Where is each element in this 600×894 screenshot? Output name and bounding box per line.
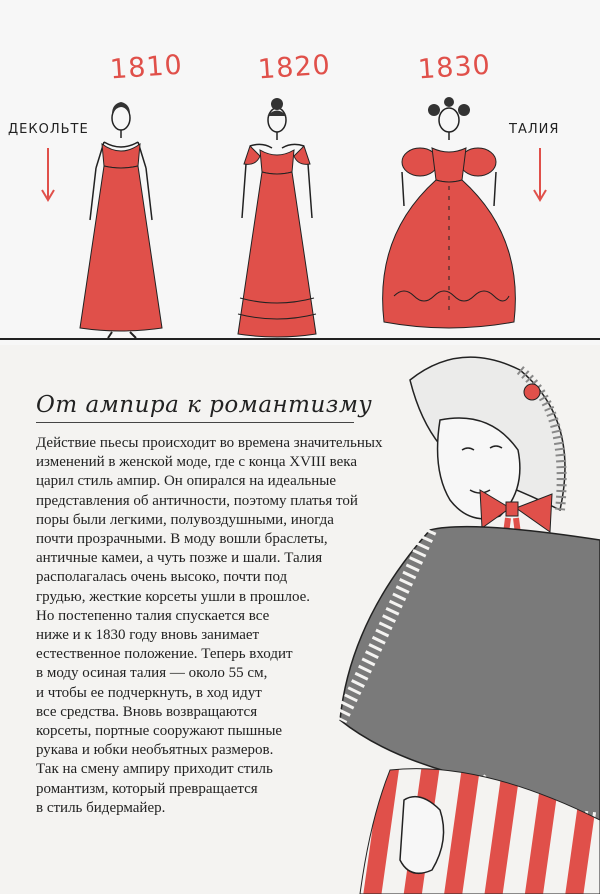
text-line: располагалась очень высоко, почти под xyxy=(36,569,288,586)
down-arrow-icon xyxy=(38,146,58,206)
text-line: представления об античности, поэтому платья той xyxy=(36,492,358,509)
text-line: ниже и к 1830 году вновь занимает xyxy=(36,627,260,644)
text-line: все средства. Вновь возвращаются xyxy=(36,703,258,720)
year-label-1820: 1820 xyxy=(257,49,332,86)
text-line: в стиль бидермайер. xyxy=(36,799,166,816)
text-line: естественное положение. Теперь входит xyxy=(36,646,293,663)
decollete-label: ДЕКОЛЬТЕ xyxy=(8,122,89,137)
text-line: царил стиль ампир. Он опирался на идеальные xyxy=(36,473,337,490)
article-body xyxy=(36,434,446,818)
text-line: Так на смену ампиру приходит стиль xyxy=(36,761,273,778)
text-line: корсеты, портные сооружают пышные xyxy=(36,723,283,740)
text-line: рукава и юбки необъятных размеров. xyxy=(36,742,274,759)
text-line: и чтобы ее подчеркнуть, в ход идут xyxy=(36,684,262,701)
text-line: романтизм, который превращается xyxy=(36,780,258,797)
text-line: в моду осиная талия — около 55 см, xyxy=(36,665,268,682)
heading-underline xyxy=(36,422,354,423)
text-line: грудью, жесткие корсеты ушли в прошлое. xyxy=(36,588,311,605)
year-label-1830: 1830 xyxy=(417,49,492,86)
text-line: античные камеи, а чуть позже и шали. Талия xyxy=(36,550,323,567)
text-line: изменений в женской моде, где с конца XVIII века xyxy=(36,454,358,471)
romantic-dress-figure-1830 xyxy=(374,96,524,340)
empire-dress-figure-1810 xyxy=(66,96,176,340)
down-arrow-icon xyxy=(530,146,550,206)
section-heading: От ампира к романтизму xyxy=(36,392,373,418)
dress-figure-1820 xyxy=(222,98,332,342)
text-line: Но постепенно талия спускается все xyxy=(36,607,270,624)
text-line: почти прозрачными. В моду вошли браслеты, xyxy=(36,531,328,548)
text-line: поры были легкими, полувоздушными, иногда xyxy=(36,511,334,528)
text-line: Действие пьесы происходит во времена значительных xyxy=(36,435,383,451)
waist-label: ТАЛИЯ xyxy=(509,122,560,137)
year-label-1810: 1810 xyxy=(109,49,184,86)
fashion-timeline xyxy=(0,0,600,345)
